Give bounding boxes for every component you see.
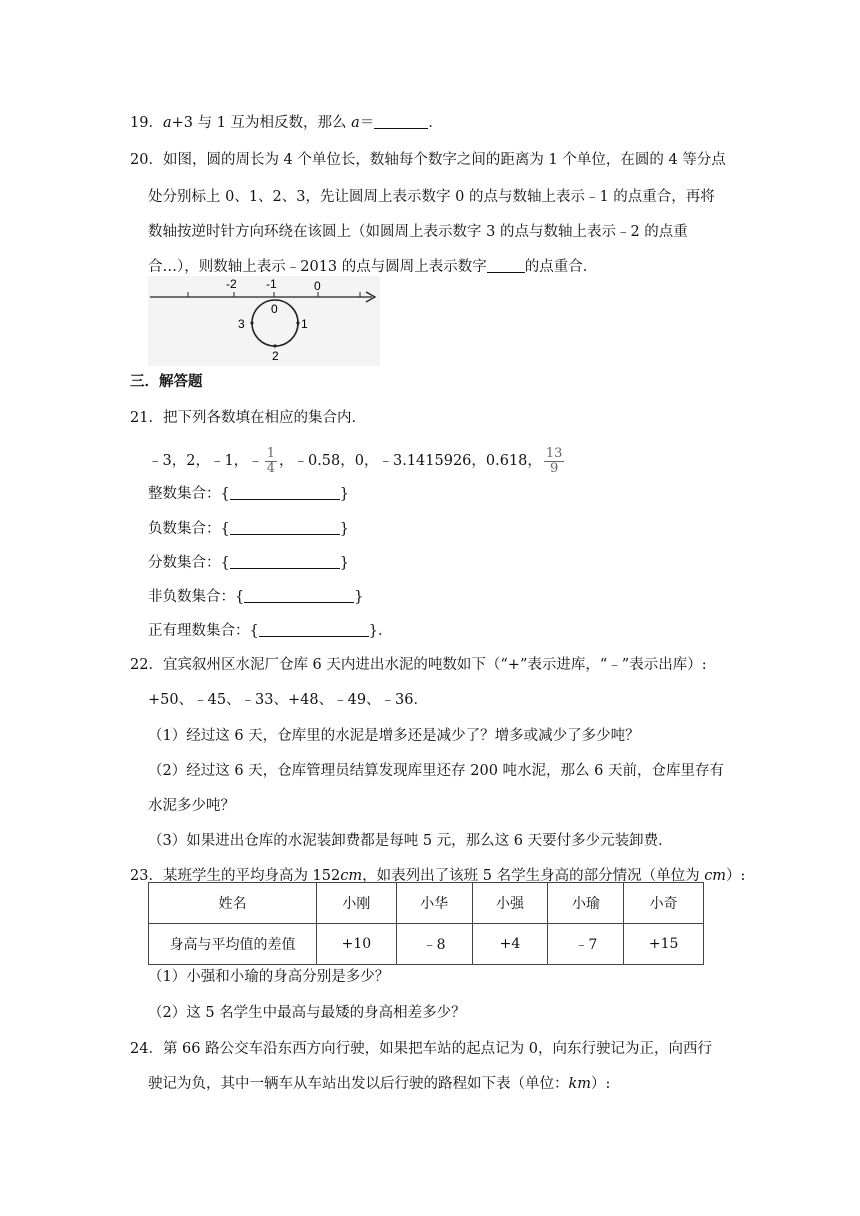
table-row [149,883,704,924]
circle-label-3: 3 [238,317,245,331]
table-cell: 小奇 [624,883,704,924]
question-22-line1 [130,655,707,675]
table-cell: 身高与平均值的差值 [149,924,317,965]
question-22-part2a: （2）经过这 6 天，仓库管理员结算发现库里还存 200 吨水泥，那么 6 天前，仓库里存有 [148,763,725,779]
set-label: 分数集合： [148,555,221,571]
denominator: 4 [266,460,275,476]
question-22-part3: （3）如果进出仓库的水泥装卸费都是每吨 5 元，那么这 6 天要付多少元装卸费． [148,833,673,849]
set-label: 负数集合： [148,521,221,537]
question-22-part1: （1）经过这 6 天，仓库里的水泥是增多还是减少了？增多或减少了多少吨？ [148,728,640,744]
set-positive-rationals [148,621,392,641]
table-cell: 小华 [396,883,472,924]
question-text: 把下列各数填在相应的集合内． [162,410,366,426]
number-list: ，﹣0.58，0，﹣3.1415926，0.618， [278,453,542,469]
answer-blank [259,622,369,637]
question-text: ）: [726,868,746,884]
question-24-line2 [148,1074,610,1094]
question-22-part2b: 水泥多少吨？ [148,798,235,814]
table-row [149,924,704,965]
set-close-brace: }． [368,623,393,639]
table-cell: ﹣7 [548,924,624,965]
numerator: 13 [545,445,563,461]
circle-label-0: 0 [271,302,278,316]
figure-background [148,276,380,366]
axis-label-0: 0 [314,279,321,293]
question-21-numbers [148,444,566,478]
question-text: 的点重合． [524,259,598,275]
question-number: 23． [130,868,163,884]
question-number: 22． [130,657,163,673]
question-text: 某班学生的平均身高为 152 [162,868,341,884]
number-list: ﹣3，2，﹣1，﹣ [148,453,263,469]
set-open-brace: { [220,486,230,502]
answer-blank [487,258,525,273]
set-close-brace: } [339,555,349,571]
answer-blank [374,114,428,129]
set-close-brace: } [339,521,349,537]
fraction-1-4 [265,447,277,476]
table-cell: 姓名 [149,883,317,924]
answer-blank [230,485,340,500]
set-fractions [148,553,349,573]
numerator: 1 [266,445,275,461]
variable-a: a [162,115,172,131]
unit: cm [340,868,363,884]
question-22-line2: +50、﹣45、﹣33、+48、﹣49、﹣36． [148,692,429,708]
set-open-brace: { [220,555,230,571]
answer-blank [230,520,340,535]
set-nonnegatives [148,587,363,607]
question-number: 20． [130,152,163,168]
question-23-part2: （2）这 5 名学生中最高与最矮的身高相差多少？ [148,1005,466,1021]
equals-sign: ＝ [359,115,375,131]
table-cell: +4 [472,924,548,965]
circle-label-1: 1 [301,317,308,331]
set-close-brace: } [354,589,364,605]
question-text: 第 66 路公交车沿东西方向行驶，如果把车站的起点记为 0，向东行驶记为正，向西行 [162,1041,712,1057]
set-close-brace: } [339,486,349,502]
axis-label-neg1: -1 [266,277,277,291]
question-24-line1 [130,1039,712,1059]
height-difference-table [148,882,704,965]
question-text: 如图，圆的周长为 4 个单位长，数轴每个数字之间的距离为 1 个单位，在圆的 4 等分点 [162,152,726,168]
unit: cm [704,868,727,884]
question-text: 合…），则数轴上表示﹣2013 的点与圆周上表示数字 [148,259,487,275]
question-20-line3: 数轴按逆时针方向环绕在该圆上（如圆周上表示数字 3 的点与数轴上表示﹣2 的点重 [148,224,688,240]
axis-label-neg2: -2 [226,277,237,291]
table-cell: 小瑜 [548,883,624,924]
question-text: 宜宾叙州区水泥厂仓库 6 天内进出水泥的吨数如下（“+”表示进库，“﹣”表示出库）: [162,657,707,673]
table-cell: ﹣8 [396,924,472,965]
table-cell: 小刚 [317,883,397,924]
question-number: 19． [130,115,163,131]
circle-point-3 [250,321,253,324]
section-title: 三．解答题 [130,373,203,390]
set-integers [148,484,349,504]
period: ． [428,115,443,131]
set-label: 非负数集合： [148,589,235,605]
question-text: ）: [591,1076,611,1092]
table-cell: +10 [317,924,397,965]
question-20-line1 [130,150,726,170]
set-label: 正有理数集合： [148,623,250,639]
question-21-intro [130,408,366,428]
set-open-brace: { [249,623,259,639]
answer-blank [244,588,354,603]
question-20-line2: 处分别标上 0、1、2、3，先让圆周上表示数字 0 的点与数轴上表示﹣1 的点重合，再将 [148,189,715,205]
question-23-part1: （1）小强和小瑜的身高分别是多少？ [148,969,390,985]
circle-point-2 [273,344,276,347]
question-number: 21． [130,410,163,426]
set-open-brace: { [220,521,230,537]
question-text: 驶记为负，其中一辆车从车站出发以后行驶的路程如下表（单位： [148,1076,569,1092]
set-label: 整数集合： [148,486,221,502]
question-number: 24． [130,1041,163,1057]
table-cell: 小强 [472,883,548,924]
answer-blank [230,554,340,569]
circle-label-2: 2 [272,349,279,363]
question-text: +3 与 1 互为相反数，那么 [171,115,352,131]
fraction-13-9 [544,447,565,476]
question-text: ，如表列出了该班 5 名学生身高的部分情况（单位为 [362,868,705,884]
unit: km [568,1076,592,1092]
set-negatives [148,519,349,539]
circle-point-1 [296,321,299,324]
number-line-circle-figure [148,276,380,366]
set-open-brace: { [235,589,245,605]
variable-a: a [351,115,360,131]
denominator: 9 [550,460,559,476]
question-20-line4 [148,257,597,277]
table-cell: +15 [624,924,704,965]
question-19 [130,113,443,133]
